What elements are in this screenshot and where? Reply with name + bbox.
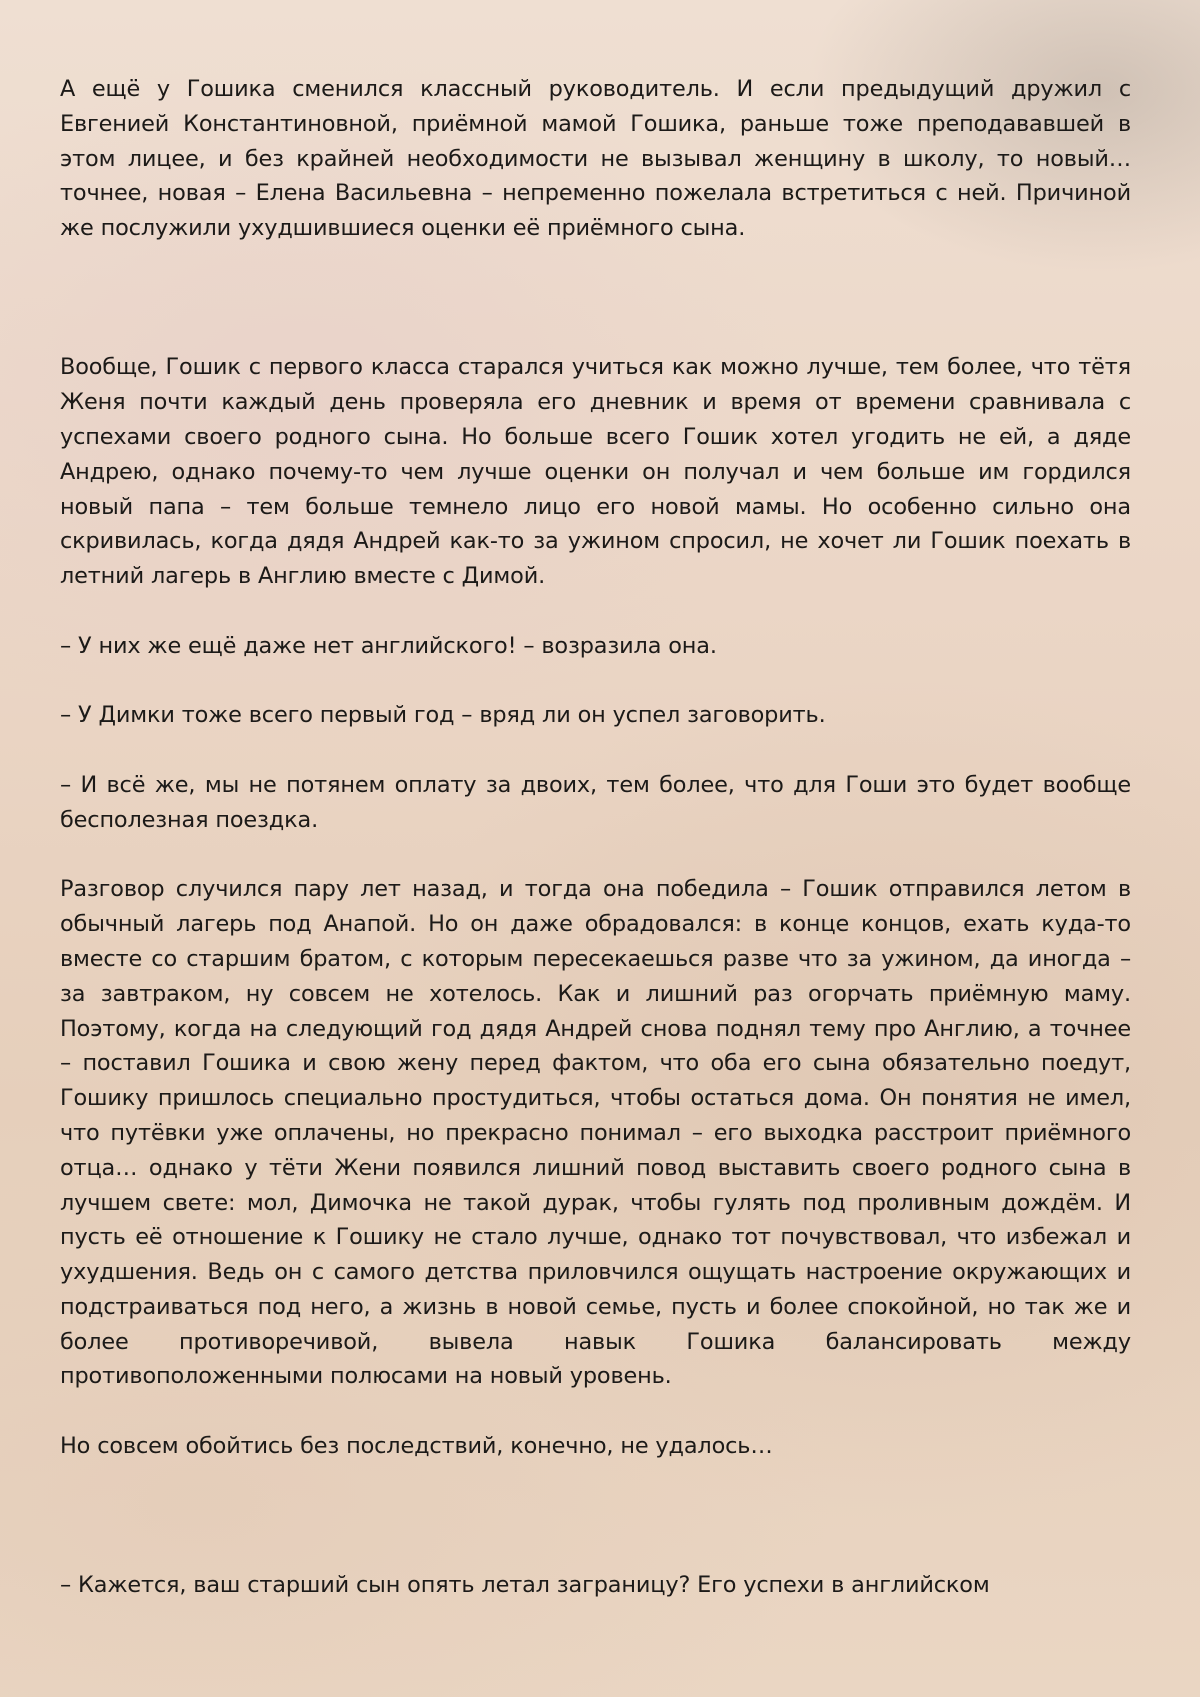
dialogue-line-4: – Кажется, ваш старший сын опять летал заграницу? Его успехи в английском <box>60 1572 990 1599</box>
paragraph-gap <box>60 1394 1131 1429</box>
paragraph-1: А ещё у Гошика сменился классный руководитель. И если предыдущий дружил с Евгенией Константиновной, приёмной мамой Гошика, раньше тоже преподававшей в этом лицее, и без крайней необходимости не вызывал женщину в школу, то новый… точнее, новая – Елена Васильевна – непременно пожелала встретиться с ней. Причиной же послужили ухудшившиеся оценки её приёмного сына. <box>60 76 1131 242</box>
dialogue-line-3: – И всё же, мы не потянем оплату за двоих, тем более, что для Гоши это будет вообще бесполезная поездка. <box>60 771 1131 833</box>
paragraph-2: Вообще, Гошик с первого класса старался учиться как можно лучше, тем более, что тётя Женя почти каждый день проверяла его дневник и время от времени сравнивала с успехами своего родного сына. Но больше всего Гошик хотел угодить не ей, а дяде Андрею, однако почему-то чем лучше оценки он получал и чем больше им гордился новый папа – тем больше темнело лицо его новой мамы. Но особенно сильно она скривилась, когда дядя Андрей как-то за ужином спросил, не хочет ли Гошик поехать в летний лагерь в Англию вместе с Димой. <box>60 354 1131 590</box>
paragraph-gap <box>60 733 1131 768</box>
paragraph-gap <box>60 838 1131 873</box>
paragraph-4: Но совсем обойтись без последствий, конечно, не удалось… <box>60 1433 773 1460</box>
dialogue-line-1: – У них же ещё даже нет английского! – возразила она. <box>60 632 717 659</box>
document-page <box>60 72 1131 1603</box>
paragraph-3: Разговор случился пару лет назад, и тогда она победила – Гошик отправился летом в обычный лагерь под Анапой. Но он даже обрадовался: в конце концов, ехать куда-то вместе со старшим братом, с которым пересекаешься разве что за ужином, да иногда – за завтраком, ну совсем не хотелось. Как и лишний раз огорчать приёмную маму. Поэтому, когда на следующий год дядя Андрей снова поднял тему про Англию, а точнее – поставил Гошика и свою жену перед фактом, что оба его сына обязательно поедут, Гошику пришлось специально простудиться, чтобы остаться дома. Он понятия не имел, что путёвки уже оплачены, но прекрасно понимал – его выходка расстроит приёмного отца… однако у тёти Жени появился лишний повод выставить своего родного сына в лучшем свете: мол, Димочка не такой дурак, чтобы гулять под проливным дождём. И пусть её отношение к Гошику не стало лучше, однако тот почувствовал, что избежал и ухудшения. Ведь он с самого детства приловчился ощущать настроение окружающих и подстраиваться под него, а жизнь в новой семье, пусть и более спокойной, но так же и более противоречивой, вывела навык Гошика балансировать между противоположенными полюсами на новый уровень. <box>60 876 1131 1390</box>
section-break <box>60 246 1131 350</box>
section-break <box>60 1464 1131 1568</box>
dialogue-line-2: – У Димки тоже всего первый год – вряд ли он успел заговорить. <box>60 702 826 729</box>
paragraph-gap <box>60 594 1131 629</box>
paragraph-gap <box>60 664 1131 699</box>
